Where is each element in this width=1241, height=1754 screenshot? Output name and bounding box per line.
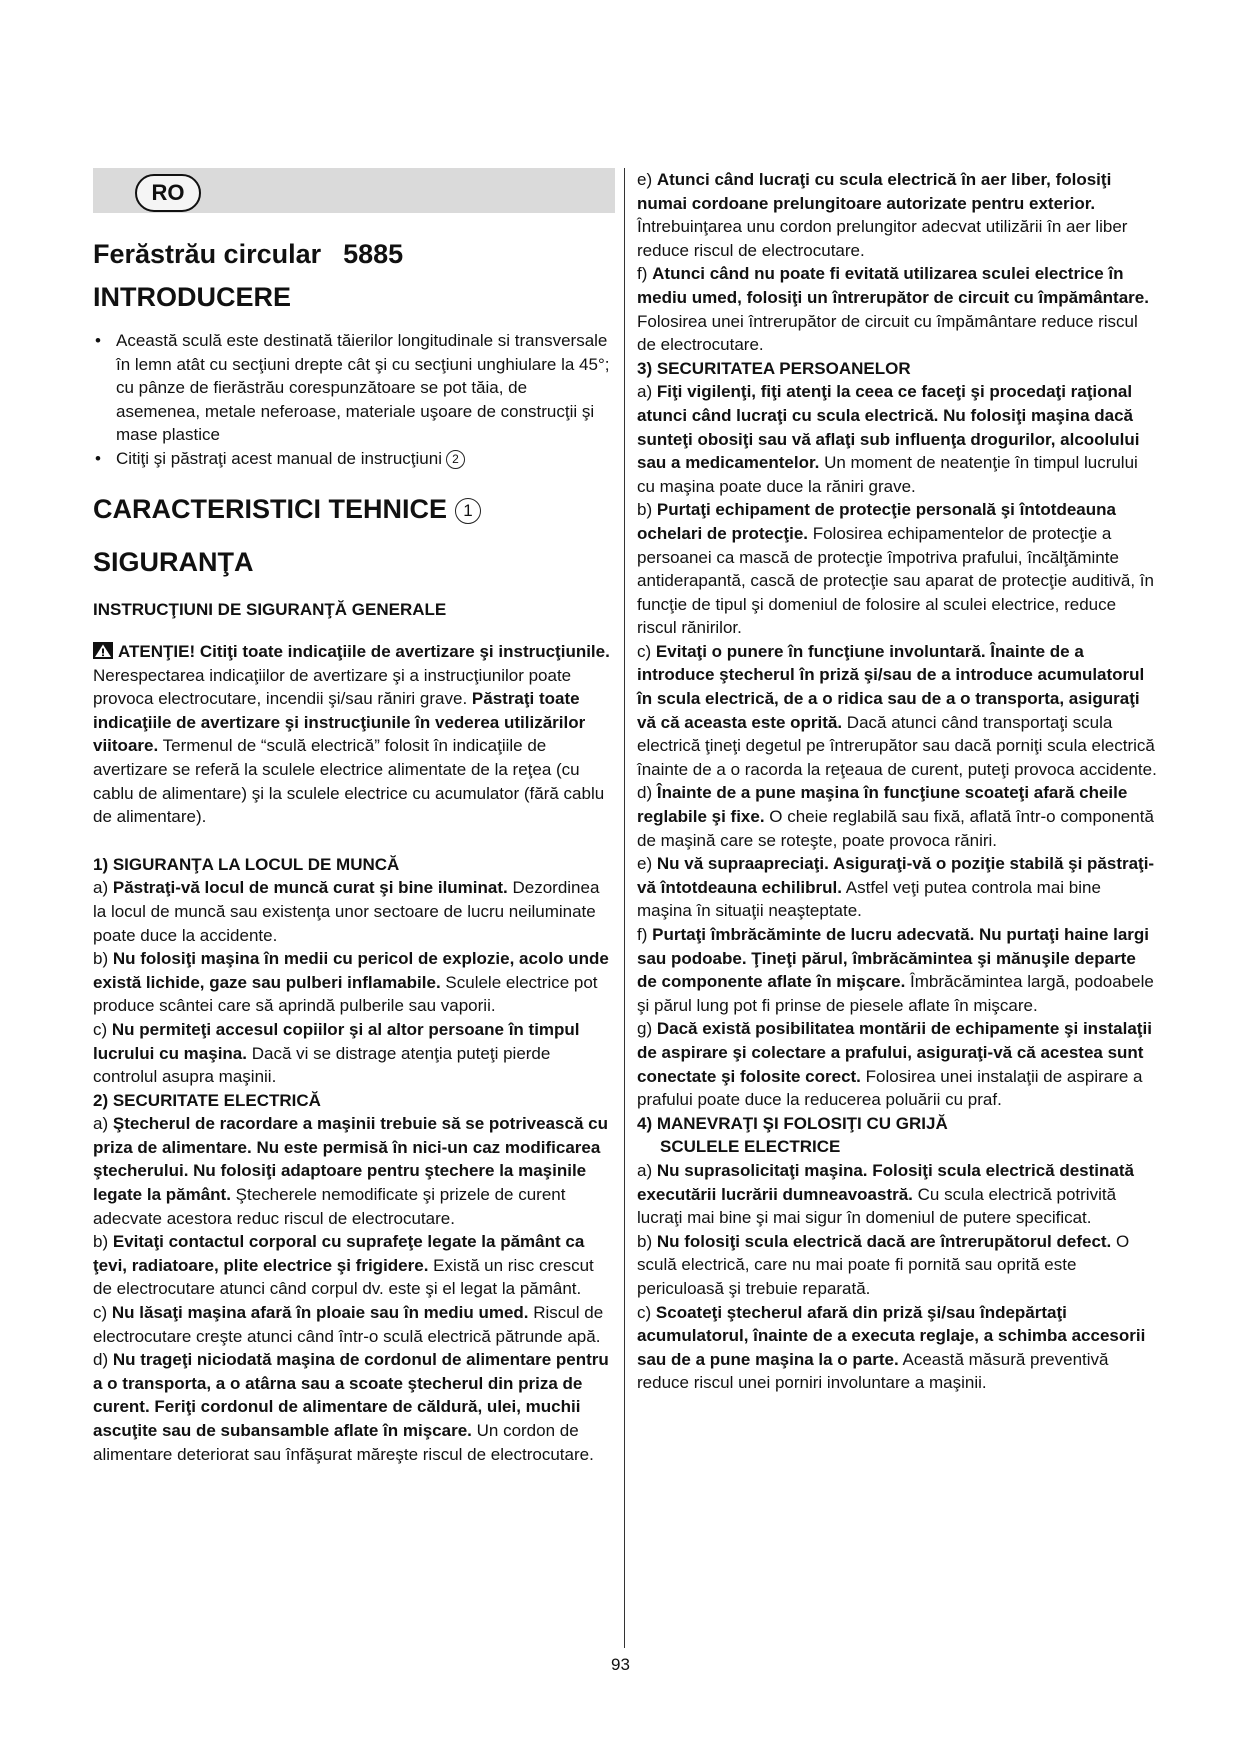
figure-ref-icon: 2: [446, 450, 465, 469]
list-item: f) Purtaţi îmbrăcăminte de lucru adecvată. Nu purtaţi haine largi sau podoabe. Ţineţi părul, îmbrăcămintea şi mănuşile departe de componente aflate în mişcare. Îmbrăcămintea largă, podoabele şi părul lung pot fi prinse de piesele aflate în mişcare.: [637, 925, 1154, 1015]
list-item: c) Scoateţi ştecherul afară din priză şi/sau îndepărtaţi acumulatorul, înainte de a executa reglaje, a schimba accesorii sau de a pune maşina la o parte. Această măsură preventivă reduce riscul unei porniri involuntare a maşinii.: [637, 1302, 1146, 1393]
list-item: a) Păstraţi-vă locul de muncă curat şi bine iluminat. Dezordinea la locul de muncă sau existenţa unor sectoare de lucru neiluminate poate duce la accidente.: [93, 878, 600, 945]
safety-instructions-heading: INSTRUCŢIUNI DE SIGURANŢĂ GENERALE: [93, 600, 447, 619]
list-item: a) Nu suprasolicitaţi maşina. Folosiţi scula electrică destinată executării lucrării dumneavoastră. Cu scula electrică potrivită lucraţi mai bine şi mai sigur în domeniul de putere specificat.: [637, 1160, 1134, 1228]
list-item: f) Atunci când nu poate fi evitată utilizarea sculei electrice în mediu umed, folosiţi un întrerupător de circuit cu împământare. Folosirea unei întrerupător de circuit cu împământare reduce riscul de electrocutare.: [637, 264, 1149, 355]
heading-caracteristici: CARACTERISTICI TEHNICE 1: [93, 494, 615, 525]
section-heading: 4) MANEVRAŢI ŞI FOLOSIŢI CU GRIJĂ SCULELE ELECTRICE: [637, 1113, 948, 1157]
list-item: c) Nu permiteţi accesul copiilor şi al altor persoane în timpul lucrului cu maşina. Dacă vi se distrage atenţia puteţi pierde controlul asupra maşinii.: [93, 1019, 580, 1087]
right-column: [637, 168, 1157, 1395]
column-divider: [624, 168, 625, 1648]
list-item: b) Evitaţi contactul corporal cu suprafeţe legate la pământ ca ţevi, radiatoare, plite electrice şi frigidere. Există un risc crescut de electrocutare atunci când corpul dv. este şi el legat la pământ.: [93, 1232, 594, 1299]
language-band: [93, 168, 615, 213]
warning-paragraph: ATENŢIE! Citiţi toate indicaţiile de avertizare şi instrucţiunile. Nerespectarea indicaţiilor de avertizare şi a instrucţiunilor poate provoca electrocutare, incendii şi/sau răniri grave. Păstraţi toate indicaţiile de avertizare şi instrucţiunile în vederea utilizărilor viitoare. Termenul de “sculă electrică” folosit în indicaţiile de avertizare se referă la sculele electrice alimentate de la reţea (cu cablu de alimentare) şi la sculele electrice cu acumulator (fără cablu de alimentare).: [93, 642, 610, 827]
heading-siguranta: SIGURANŢA: [93, 547, 254, 577]
heading-introducere: INTRODUCERE: [93, 282, 292, 312]
list-item: d) Înainte de a pune maşina în funcţiune scoateţi afară cheile reglabile şi fixe. O cheie reglabilă sau fixă, aflată într-o componentă de maşină care se roteşte, poate provoca răniri.: [637, 783, 1154, 850]
product-name: Ferăstrău circular: [93, 239, 322, 269]
left-column: [93, 168, 615, 1466]
list-item: b) Nu folosiţi maşina în medii cu pericol de explozie, acolo unde există lichide, gaze sau pulberi inflamabile. Sculele electrice pot produce scântei care să aprindă pulberile sau vaporii.: [93, 949, 609, 1016]
section-heading: 3) SECURITATEA PERSOANELOR: [637, 358, 911, 378]
list-item: • Citiţi şi păstraţi acest manual de instrucţiuni 2: [93, 447, 615, 471]
list-item: • Această sculă este destinată tăierilor longitudinale si transversale în lemn atât cu secţiuni drepte cât şi cu secţiuni unghiulare la 45°; cu pânze de fierăstrău corespunzătoare se pot tăia, de asemenea, metale neferoase, materiale uşoare de construcţii şi mase plastice: [93, 329, 615, 447]
page-number: 93: [611, 1655, 630, 1674]
warning-icon: [93, 642, 113, 659]
language-badge: RO: [135, 174, 201, 212]
list-item: g) Dacă există posibilitatea montării de echipamente şi instalaţii de aspirare şi colectare a prafului, asiguraţi-vă că acestea sunt conectate şi folosite corect. Folosirea unei instalaţii de aspirare a prafului poate duce la reducerea poluării cu praf.: [637, 1019, 1152, 1110]
list-item: d) Nu trageţi niciodată maşina de cordonul de alimentare pentru a o transporta, a o atârna sau a scoate ştecherul din priza de curent. Feriţi cordonul de alimentare de căldură, ulei, muchii ascuţite sau de subansamble aflate în mişcare. Un cordon de alimentare deteriorat sau înfăşurat măreşte riscul de electrocutare.: [93, 1350, 609, 1464]
list-item: c) Nu lăsaţi maşina afară în ploaie sau în mediu umed. Riscul de electrocutare creşte atunci când într-o sculă electrică pătrunde apă.: [93, 1303, 604, 1346]
model-number: 5885: [343, 239, 404, 269]
list-item: e) Atunci când lucraţi cu scula electrică în aer liber, folosiţi numai cordoane prelungitoare autorizate pentru exterior. Întrebuinţarea unu cordon prelungitor adecvat utilizării în aer liber reduce riscul de electrocutare.: [637, 170, 1128, 260]
section-heading: 2) SECURITATE ELECTRICĂ: [93, 1090, 321, 1110]
section-heading: 1) SIGURANŢA LA LOCUL DE MUNCĂ: [93, 854, 400, 874]
list-item: b) Nu folosiţi scula electrică dacă are întrerupătorul defect. O sculă electrică, care nu mai poate fi pornită sau oprită este periculoasă şi trebuie reparată.: [637, 1231, 1130, 1298]
figure-ref-icon: 1: [455, 498, 481, 524]
list-item: a) Fiţi vigilenţi, fiţi atenţi la ceea ce faceţi şi procedaţi raţional atunci când lucraţi cu scula electrică. Nu folosiţi maşina dacă sunteţi obosiţi sau vă aflaţi sub influenţa drogurilor, alcoolului sau a medicamentelor. Un moment de neatenţie în timpul lucrului cu maşina poate duce la răniri grave.: [637, 382, 1140, 496]
document-title: [93, 239, 615, 270]
list-item: c) Evitaţi o punere în funcţiune involuntară. Înainte de a introduce ştecherul în priză şi/sau de a introduce acumulatorul în scula electrică, de a o ridica sau de a o transporta, asiguraţi vă că aceasta este oprită. Dacă atunci când transportaţi scula electrică ţineţi degetul pe întrerupător sau dacă porniţi scula electrică înainte de a o racorda la reţeaua de curent, puteţi provoca accidente.: [637, 641, 1157, 779]
list-item: a) Ştecherul de racordare a maşinii trebuie să se potrivească cu priza de alimentare. Nu este permisă în nici-un caz modificarea ştecherului. Nu folosiţi adaptoare pentru ştechere la maşinile legate la pământ. Ştecherele nemodificate şi prizele de curent adecvate acestora reduc riscul de electrocutare.: [93, 1114, 608, 1228]
list-item: b) Purtaţi echipament de protecţie personală şi întotdeauna ochelari de protecţie. Folosirea echipamentelor de protecţie a persoanei ca mască de protecţie împotriva prafului, încălţăminte antiderapantă, cască de protecţie sau aparat de protecţie auditivă, în funcţie de tipul şi domeniul de folosire al sculei electrice, reduce riscul rănirilor.: [637, 500, 1154, 638]
intro-list: [93, 329, 615, 470]
list-item: e) Nu vă supraapreciaţi. Asiguraţi-vă o poziţie stabilă şi păstraţi-vă întotdeauna echilibrul. Astfel veţi putea controla mai bine maşina în situaţii neaşteptate.: [637, 854, 1155, 921]
